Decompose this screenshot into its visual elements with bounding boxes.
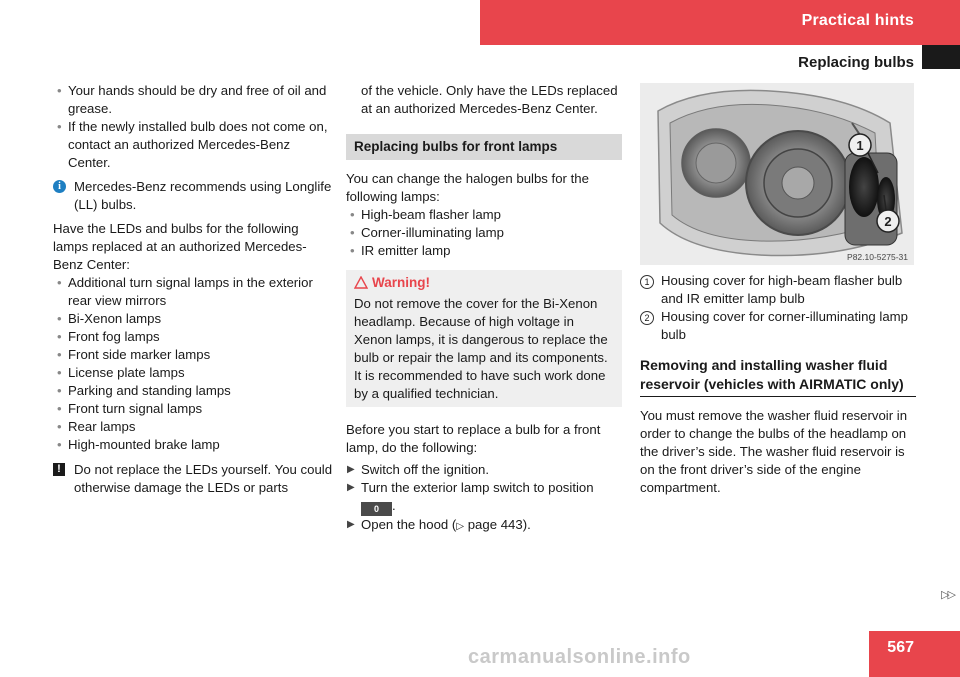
step-arrow-icon: ▶ (347, 519, 355, 530)
headlamp-illustration (640, 83, 914, 265)
watermark: carmanualsonline.info (468, 646, 691, 668)
info-note-text: Mercedes-Benz recommends using Longlife (LL) bulbs. (74, 179, 332, 212)
page-reference-link[interactable]: page 443). (467, 517, 531, 532)
list-item: • Additional turn signal lamps in the exterior rear view mirrors (53, 274, 335, 310)
caution-note-text: Do not replace the LEDs yourself. You could otherwise damage the LEDs or parts (74, 462, 333, 495)
callout-1-label: 1 (856, 138, 864, 153)
list-item: • High-beam flasher lamp (346, 206, 622, 224)
legend-text: Housing cover for high-beam flasher bulb and IR emitter lamp bulb (661, 273, 903, 306)
step-arrow-icon: ▶ (347, 482, 355, 493)
info-icon: i (53, 180, 66, 193)
header-tab-marker (922, 45, 960, 69)
page-subtitle: Replacing bulbs (798, 54, 914, 71)
column-left (53, 82, 335, 497)
callout-2-label: 2 (884, 214, 892, 229)
step-item: ▶ Turn the exterior lamp switch to position 0 . (347, 480, 594, 514)
list-item: • Rear lamps (53, 418, 335, 436)
intro-text: Have the LEDs and bulbs for the following lamps replaced at an authorized Mercedes-Benz Center: (53, 221, 307, 272)
body-text: You must remove the washer fluid reservoir in order to change the bulbs of the headlamp on the driver’s side. The washer fluid reservoir is on the front driver’s side of the engine compartment. (640, 408, 908, 495)
continued-text: of the vehicle. Only have the LEDs replaced at an authorized Mercedes-Benz Center. (361, 83, 618, 116)
column-right (640, 272, 916, 497)
warning-box (346, 270, 622, 407)
caution-note (53, 461, 335, 497)
step-arrow-icon: ▶ (347, 464, 355, 475)
list-item: • Bi-Xenon lamps (53, 310, 335, 328)
legend-number-icon: 1 (640, 275, 654, 289)
legend-item (640, 272, 916, 308)
page-number: 567 (887, 639, 914, 656)
list-item: • Front side marker lamps (53, 346, 335, 364)
warning-triangle-icon (354, 276, 368, 289)
list-item: • Corner-illuminating lamp (346, 224, 622, 242)
list-item: • IR emitter lamp (346, 242, 622, 260)
subsection-heading: Removing and installing washer fluid reservoir (vehicles with AIRMATIC only) (640, 356, 916, 397)
section-header-bar (480, 0, 960, 45)
list-item: • If the newly installed bulb does not come on, contact an authorized Mercedes-Benz Center. (53, 118, 335, 172)
before-text: Before you start to replace a bulb for a front lamp, do the following: (346, 422, 601, 455)
section-title: Practical hints (801, 12, 914, 29)
warning-text: Do not remove the cover for the Bi-Xenon headlamp. Because of high voltage in Xenon lamps, it is dangerous to replace the bulb or repair the lamp and its components. It is recommended to have such work done by a qualified technician. (354, 296, 608, 401)
section-heading: Replacing bulbs for front lamps (346, 134, 622, 160)
list-item: • Front turn signal lamps (53, 400, 335, 418)
step-text: Open the hood ( (361, 517, 457, 532)
switch-position-symbol: 0 (361, 502, 392, 516)
list-item: • License plate lamps (53, 364, 335, 382)
intro-text: You can change the halogen bulbs for the following lamps: (346, 171, 589, 204)
legend-number-icon: 2 (640, 311, 654, 325)
step-item (346, 516, 622, 536)
list-item: • High-mounted brake lamp (53, 436, 335, 454)
page-number-tab (869, 631, 960, 677)
list-item: • Parking and standing lamps (53, 382, 335, 400)
warning-title: Warning! (372, 275, 430, 290)
page-ref-icon: ▷ (456, 521, 465, 532)
photo-code: P82.10-5275-31 (847, 252, 908, 262)
caution-icon: ! (53, 463, 65, 476)
step-item (346, 461, 622, 479)
continue-marker: ▷▷ (941, 589, 954, 601)
column-middle (346, 82, 622, 536)
legend-text: Housing cover for corner-illuminating lamp bulb (661, 309, 909, 342)
info-note (53, 178, 335, 214)
step-text: Switch off the ignition. (361, 462, 490, 477)
legend-item (640, 308, 916, 344)
warning-heading (354, 274, 614, 292)
list-item: • Front fog lamps (53, 328, 335, 346)
step-text: Turn the exterior lamp switch to position (361, 480, 594, 495)
headlamp-photo (640, 83, 914, 265)
list-item: • Your hands should be dry and free of oil and grease. (53, 82, 335, 118)
